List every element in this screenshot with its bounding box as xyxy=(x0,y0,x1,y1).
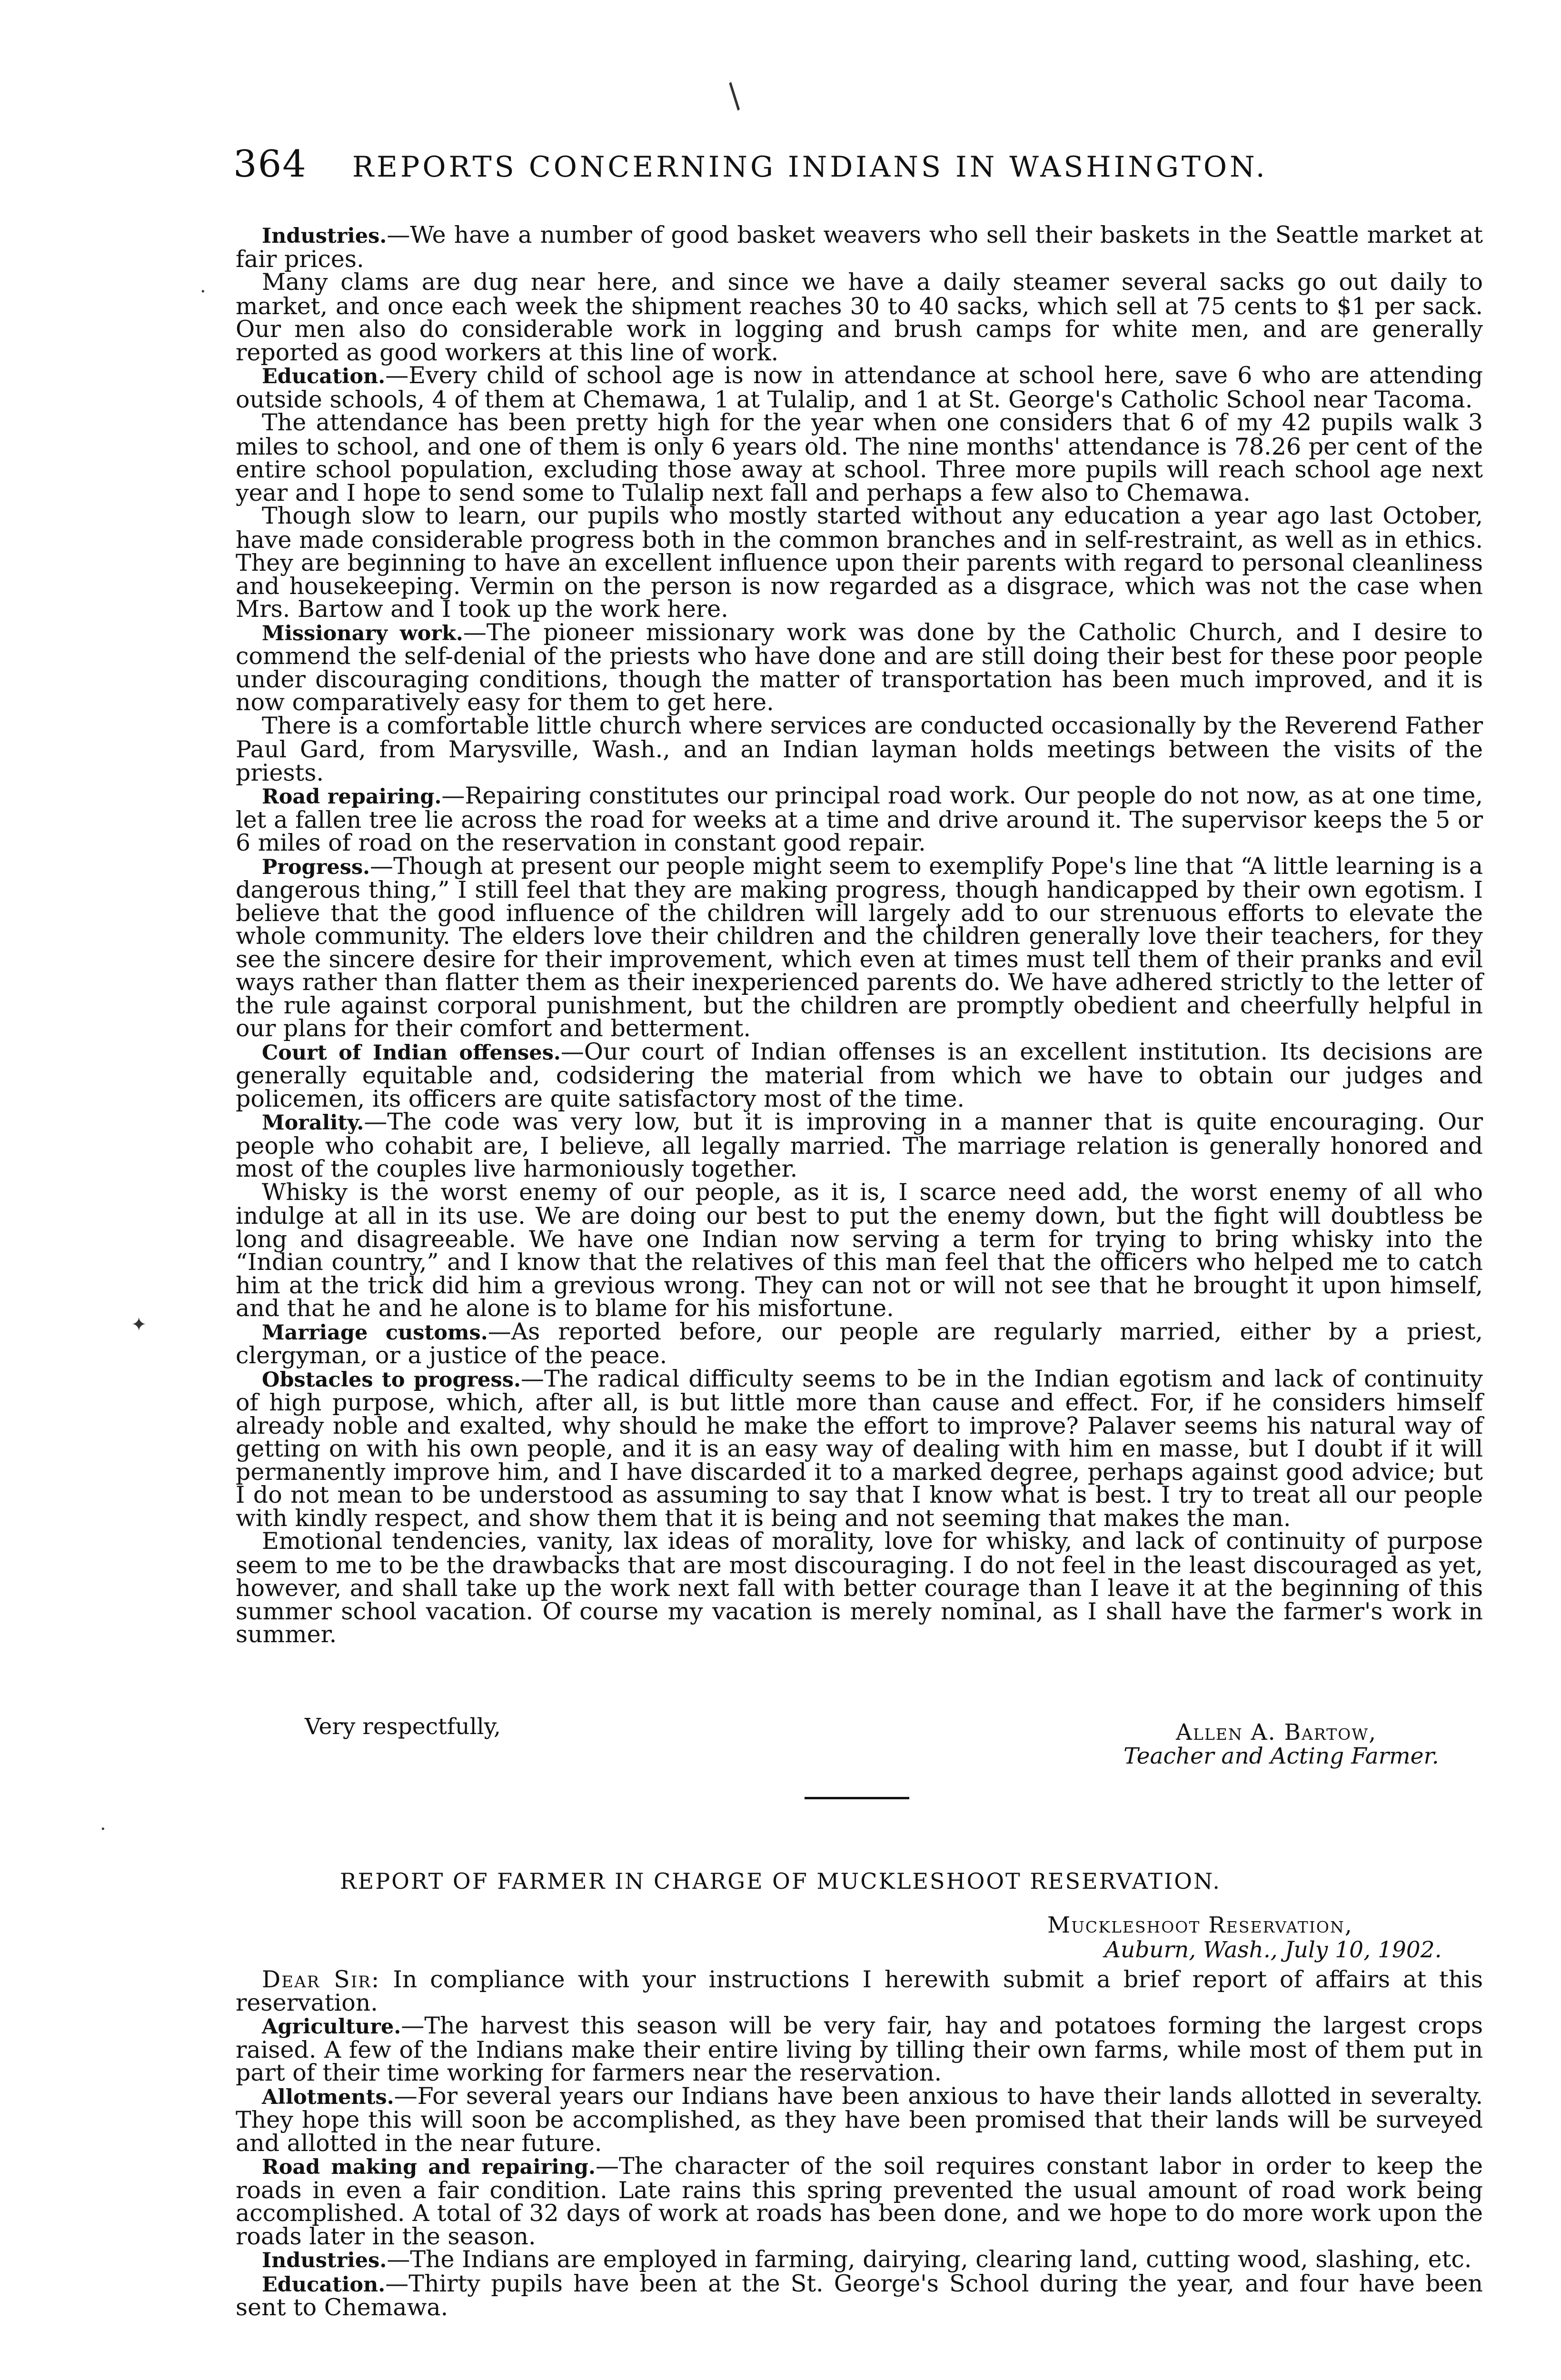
report-muckleshoot-body xyxy=(236,1968,1483,2320)
paragraph-text: Emotional tendencies, vanity, lax ideas of morality, love for whisky, and lack of continuity of purpose seem to me to be the drawbacks that are most discouraging. I do not feel in the least discouraged as yet, however, and shall take up the work next fall with better courage than I leave it at the beginning of this summer school vacation. Of course my vacation is merely nominal, as I shall have the farmer's work in summer. xyxy=(236,1527,1483,1648)
paragraph xyxy=(236,2248,1483,2272)
paragraph-heading: Road repairing. xyxy=(262,785,442,809)
paragraph-heading: Industries. xyxy=(262,224,387,248)
paragraph-text: —For several years our Indians have been anxious to have their lands allotted in severalty. They hope this will soon be accomplished, as they have been promised that their lands will be surveyed and allotted in the near future. xyxy=(236,2082,1483,2157)
paragraph-text: —Repairing constitutes our principal road work. Our people do not now, as at one time, let a fallen tree lie across the road for weeks at a time and drive around it. The supervisor keeps the 5 or 6 miles of road on the reservation in constant good repair. xyxy=(236,782,1483,856)
paragraph xyxy=(236,268,1483,366)
paragraph-text: —The code was very low, but it is improving in a manner that is quite encouraging. Our people who cohabit are, I believe, all legally married. The marriage relation is generally honored and most of the couples live harmoniously together. xyxy=(236,1108,1483,1182)
section-divider xyxy=(805,1797,909,1799)
paragraph-heading: Agriculture. xyxy=(262,2015,401,2039)
paragraph xyxy=(236,2082,1483,2157)
salutation: Dear Sir: xyxy=(262,1966,380,1993)
paragraph-text: —Though at present our people might seem to exemplify Pope's line that “A little learning is a dangerous thing,” I still feel that they are making progress, though handicapped by their own egotism. I believe that the good influence of the children will largely add to our strenuous efforts to elevate the whole community. The elders love their children and the children generally love their teachers, for they see the sincere desire for their improvement, which even at times must tell them of their pranks and evil ways rather than flatter them as their inexperienced parents do. We have adhered strictly to the letter of the rule against corporal punishment, but the children are promptly obedient and cheerfully helpful in our plans for their comfort and betterment. xyxy=(236,852,1483,1042)
paragraph xyxy=(236,1527,1483,1648)
scan-artifact-dot: ✦ xyxy=(131,1314,147,1336)
paragraph-text: —As reported before, our people are regularly married, either by a priest, clergyman, or a justice of the peace. xyxy=(236,1318,1483,1369)
paragraph-heading: Allotments. xyxy=(262,2085,394,2109)
scan-artifact-stroke: / xyxy=(718,76,750,115)
running-title: REPORTS CONCERNING INDIANS IN WASHINGTON. xyxy=(352,150,1268,184)
paragraph-text: —Thirty pupils have been at the St. George's School during the year, and four have been sent to Chemawa. xyxy=(236,2270,1483,2321)
dateline-place: Muckleshoot Reservation, xyxy=(1047,1912,1353,1938)
paragraph-text: There is a comfortable little church where services are conducted occasionally by the Reverend Father Paul Gard, from Marysville, Wash., and an Indian layman holds meetings between the visits of the priests. xyxy=(236,712,1483,786)
paragraph xyxy=(236,2152,1483,2250)
paragraph xyxy=(236,784,1483,855)
page-number: 364 xyxy=(233,143,307,186)
scan-artifact-dot: · xyxy=(200,281,206,303)
paragraph xyxy=(236,1968,1483,2014)
paragraph-text: —The pioneer missionary work was done by the Catholic Church, and I desire to commend the self-denial of the priests who have done and are still doing their best for these poor people under discouraging conditions, though the matter of transportation has been much improved, and it is now comparatively easy for them to get here. xyxy=(236,618,1483,716)
scan-artifact-dot: · xyxy=(100,1818,106,1840)
paragraph-text: Though slow to learn, our pupils who mostly started without any education a year ago last October, have made considerable progress both in the common branches and in self-restraint, as well as in ethics. They are beginning to have an excellent influence upon their parents with regard to personal cleanliness and housekeeping. Vermin on the person is now regarded as a disgrace, which was not the case when Mrs. Bartow and I took up the work here. xyxy=(236,502,1483,623)
paragraph-text: The attendance has been pretty high for the year when one considers that 6 of my 42 pupils walk 3 miles to school, and one of them is only 6 years old. The nine months' attendance is 78.26 per cent of the entire school population, excluding those away at school. Three more pupils will reach school age next year and I hope to send some to Tulalip next fall and perhaps a few also to Chemawa. xyxy=(236,409,1483,506)
paragraph-text: —The character of the soil requires constant labor in order to keep the roads in even a fair condition. Late rains this spring prevented the usual amount of road work being accomplished. A total of 32 days of work at roads has been done, and we hope to do more work upon the roads later in the season. xyxy=(236,2152,1483,2250)
report-bartow-body xyxy=(236,221,1483,1648)
paragraph-heading: Court of Indian offenses. xyxy=(262,1041,561,1065)
paragraph-heading: Morality. xyxy=(262,1111,364,1135)
paragraph-heading: Obstacles to progress. xyxy=(262,1368,521,1392)
signer-name: Allen A. Bartow, xyxy=(1176,1719,1377,1745)
paragraph xyxy=(236,502,1483,623)
paragraph-text: In compliance with your instructions I herewith submit a brief report of affairs at this reservation. xyxy=(236,1966,1483,2016)
paragraph xyxy=(236,221,1483,273)
paragraph-text: —Our court of Indian offenses is an excellent institution. Its decisions are generally equitable and, codsidering the material from which we have to obtain our judges and policemen, its officers are quite satisfactory most of the time. xyxy=(236,1038,1483,1112)
page-header xyxy=(233,143,1490,186)
paragraph-text: —The harvest this season will be very fair, hay and potatoes forming the largest crops raised. A few of the Indians make their entire living by tilling their own farms, while most of them put in part of their time working for farmers near the reservation. xyxy=(236,2012,1483,2086)
paragraph-heading: Education. xyxy=(262,2272,386,2297)
paragraph xyxy=(236,411,1483,505)
paragraph xyxy=(236,714,1483,785)
dateline-date: Auburn, Wash., July 10, 1902. xyxy=(1104,1937,1442,1963)
paragraph-heading: Industries. xyxy=(262,2249,387,2272)
paragraph-heading: Education. xyxy=(262,365,386,388)
paragraph-text: Many clams are dug near here, and since we have a daily steamer several sacks go out daily to market, and once each week the shipment reaches 30 to 40 sacks, which sell at 75 cents to $1 per sack. Our men also do considerable work in logging and brush camps for white men, and are generally reported as good workers at this line of work. xyxy=(236,268,1483,366)
paragraph xyxy=(236,618,1483,716)
paragraph-text: —Every child of school age is now in attendance at school here, save 6 who are attending outside schools, 4 of them at Chemawa, 1 at Tulalip, and 1 at St. George's Catholic School near Tacoma. xyxy=(236,362,1483,413)
paragraph-text: —The Indians are employed in farming, dairying, clearing land, cutting wood, slashing, etc. xyxy=(387,2246,1472,2273)
paragraph xyxy=(236,852,1483,1042)
paragraph xyxy=(236,2014,1483,2085)
signer-title: Teacher and Acting Farmer. xyxy=(1124,1743,1439,1769)
paragraph-heading: Missionary work. xyxy=(262,621,463,645)
report-title: REPORT OF FARMER IN CHARGE OF MUCKLESHOOT RESERVATION. xyxy=(340,1868,1221,1894)
paragraph xyxy=(236,1320,1483,1368)
closing-salutation: Very respectfully, xyxy=(305,1714,501,1740)
paragraph xyxy=(236,1365,1483,1532)
paragraph-heading: Marriage customs. xyxy=(262,1320,488,1345)
paragraph xyxy=(236,2272,1483,2320)
paragraph-text: Whisky is the worst enemy of our people, as it is, I scarce need add, the worst enemy of all who indulge at all in its use. We are doing our best to put the enemy down, but the fight will doubtless be long and disagreeable. We have one Indian now serving a term for trying to bring whisky into the “Indian country,” and I know that the relatives of this man feel that the officers who helped me to catch him at the trick did him a grevious wrong. They can not or will not see that he brought it upon himself, and that he and he alone is to blame for his misfortune. xyxy=(236,1178,1483,1322)
paragraph xyxy=(236,364,1483,411)
paragraph-heading: Road making and repairing. xyxy=(262,2155,596,2179)
paragraph-text: —We have a number of good basket weavers who sell their baskets in the Seattle market at fair prices. xyxy=(236,221,1483,273)
paragraph-text: —The radical difficulty seems to be in the Indian egotism and lack of continuity of high purpose, which, after all, is but little more than cause and effect. For, if he considers himself already noble and exalted, why should he make the effort to improve? Palaver seems his natural way of getting on with his own people, and it is an easy way of dealing with him en masse, but I doubt if it will permanently improve him, and I have discarded it to a marked degree, perhaps against good advice; but I do not mean to be understood as assuming to say that I know what is best. I try to treat all our people with kindly respect, and show them that it is being and not seeming that makes the man. xyxy=(236,1365,1483,1532)
paragraph xyxy=(236,1038,1483,1112)
paragraph xyxy=(236,1178,1483,1322)
paragraph xyxy=(236,1108,1483,1182)
paragraph-heading: Progress. xyxy=(262,855,370,879)
